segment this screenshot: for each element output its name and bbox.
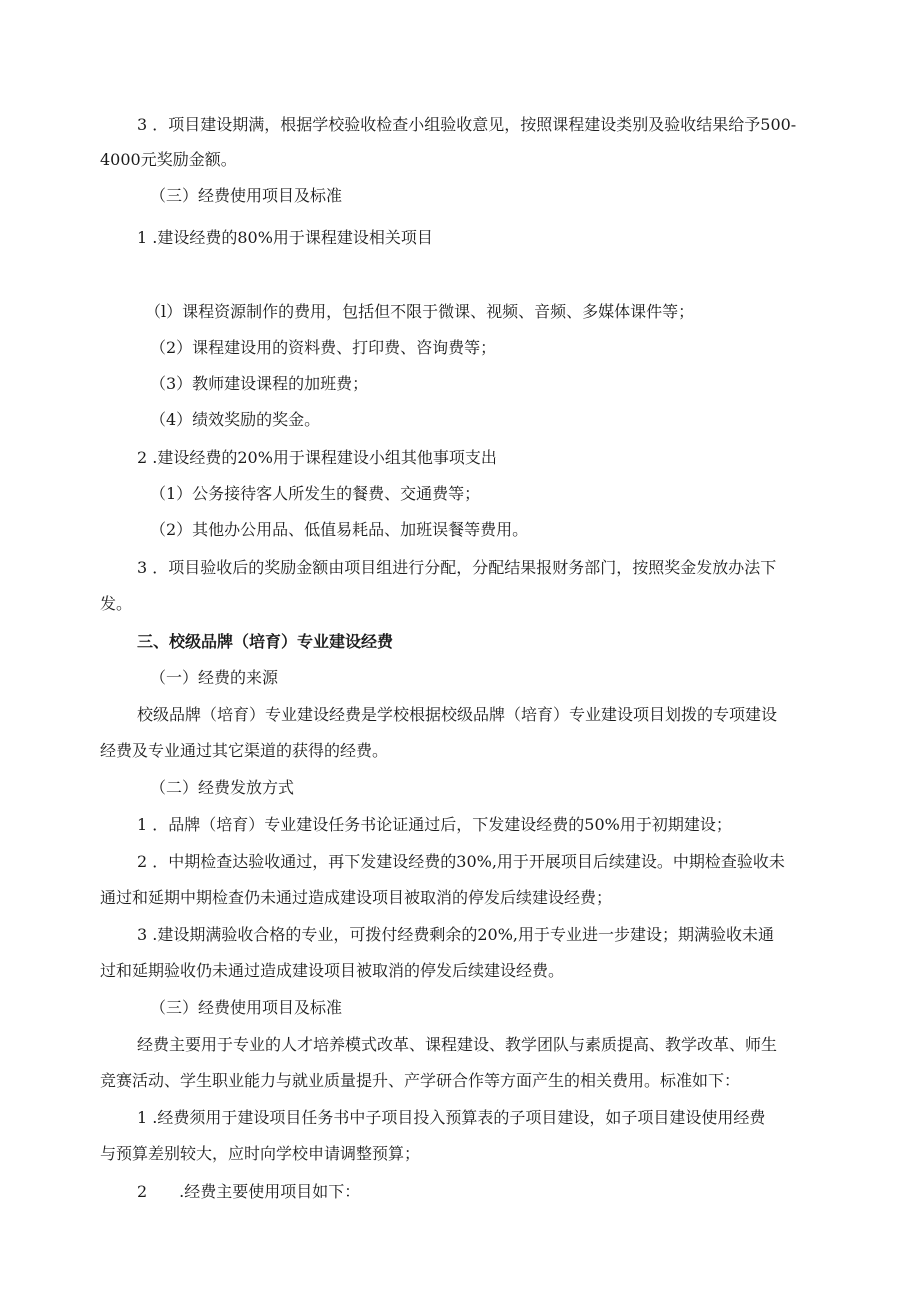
text-line: 竞赛活动、学生职业能力与就业质量提升、产学研合作等方面产生的相关费用。标准如下： [100, 1071, 741, 1090]
text-line: 发。 [100, 594, 133, 613]
text-line: （三）经费使用项目及标准 [150, 186, 343, 205]
text-line: 校级品牌（培育）专业建设经费是学校根据校级品牌（培育）专业建设项目划拨的专项建设 [137, 705, 778, 724]
text-line: 1 .建设经费的80%用于课程建设相关项目 [137, 228, 433, 247]
text-line: 2 .经费主要使用项目如下： [137, 1182, 361, 1201]
text-line: 经费主要用于专业的人才培养模式改革、课程建设、教学团队与素质提高、教学改革、师生 [137, 1035, 778, 1054]
text-line: 经费及专业通过其它渠道的获得的经费。 [100, 741, 389, 760]
text-line: （l）课程资源制作的费用，包括但不限于微课、视频、音频、多媒体课件等； [145, 302, 695, 321]
text-line: （4）绩效奖励的奖金。 [150, 410, 321, 429]
text-line: （2）其他办公用品、低值易耗品、加班误餐等费用。 [150, 520, 529, 539]
text-line: 2 ．中期检查达验收通过，再下发建设经费的30%,用于开展项目后续建设。中期检查验收未 [137, 852, 785, 871]
text-line: 4000元奖励金额。 [100, 150, 237, 169]
text-line: 3 .建设期满验收合格的专业，可拨付经费剩余的20%,用于专业进一步建设；期满验收未通 [137, 925, 775, 944]
text-line: （1）公务接待客人所发生的餐费、交通费等； [150, 484, 481, 503]
text-line: 1 ．品牌（培育）专业建设任务书论证通过后，下发建设经费的50%用于初期建设； [137, 815, 732, 834]
section-heading: 三、校级品牌（培育）专业建设经费 [137, 632, 394, 651]
text-line: 与预算差别较大，应时向学校申请调整预算； [100, 1144, 421, 1163]
text-line: 过和延期验收仍未通过造成建设项目被取消的停发后续建设经费。 [100, 961, 565, 980]
text-line: 2 .建设经费的20%用于课程建设小组其他事项支出 [137, 448, 497, 467]
text-line: （二）经费发放方式 [150, 778, 295, 797]
text-line: （一）经费的来源 [150, 668, 279, 687]
text-line: （三）经费使用项目及标准 [150, 998, 343, 1017]
text-line: 3 ．项目建设期满，根据学校验收检查小组验收意见，按照课程建设类别及验收结果给予500- [137, 115, 797, 134]
text-line: （2）课程建设用的资料费、打印费、咨询费等； [150, 338, 497, 357]
text-line: 通过和延期中期检查仍未通过造成建设项目被取消的停发后续建设经费； [100, 888, 613, 907]
text-line: 1 .经费须用于建设项目任务书中子项目投入预算表的子项目建设，如子项目建设使用经费 [137, 1108, 766, 1127]
text-line: 3 ．项目验收后的奖励金额由项目组进行分配，分配结果报财务部门，按照奖金发放办法下 [137, 558, 777, 577]
text-line: （3）教师建设课程的加班费； [150, 374, 369, 393]
